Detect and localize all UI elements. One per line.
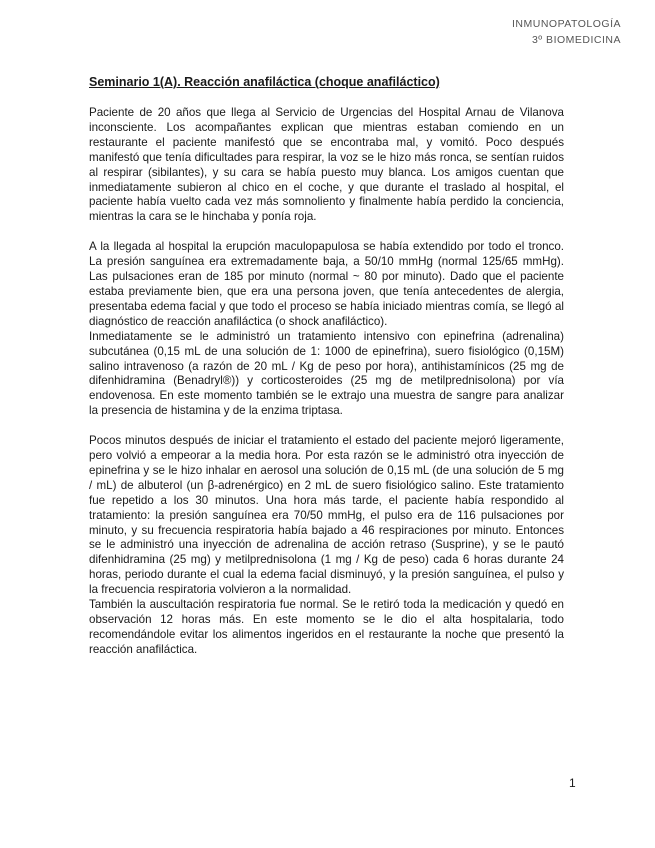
page-number: 1 <box>569 776 576 790</box>
paragraph-initial-treatment: Inmediatamente se le administró un tratamiento intensivo con epinefrina (adrenalina) subcutánea (0,15 mL de una solución de 1: 1000 de epinefrina), suero fisiológico (0,15M) salino intravenoso (a razón de 20 mL / Kg de peso por hora), antihistamínicos (25 mg de difenhidramina (Benadryl®)) y corticosteroides (25 mg de metilprednisolona) por vía endovenosa. En este momento también se le extrajo una muestra de sangre para analizar la presencia de histamina y de la enzima triptasa. <box>89 329 564 418</box>
paragraph-diagnosis: A la llegada al hospital la erupción maculopapulosa se había extendido por todo el tronco. La presión sanguínea era extremadamente baja, a 50/10 mmHg (normal 125/65 mmHg). Las pulsaciones eran de 185 por minuto (normal ~ 80 por minuto). Dado que el paciente estaba previamente bien, que era una persona joven, que tenía antecedentes de alergia, presentaba edema facial y que todo el proceso se había iniciado mientras comía, se llegó al diagnóstico de reacción anafiláctica (o shock anafiláctico). <box>89 240 564 328</box>
header-course: INMUNOPATOLOGÍA <box>511 18 621 30</box>
case-description <box>89 106 564 658</box>
header-degree: 3º BIOMEDICINA <box>531 34 621 46</box>
document-title: Seminario 1(A). Reacción anafiláctica (choque anafiláctico) <box>89 75 440 89</box>
paragraph-discharge: También la auscultación respiratoria fue normal. Se le retiró toda la medicación y quedó en observación 12 horas más. En este momento se le dio el alta hospitalaria, todo recomendándole evitar los alimentos ingeridos en el restaurante la noche que presentó la reacción anafiláctica. <box>89 598 564 656</box>
paragraph-evolution: Pocos minutos después de iniciar el tratamiento el estado del paciente mejoró ligeramente, pero volvió a empeorar a la media hora. Por esta razón se le administró otra inyección de epinefrina y se le hizo inhalar en aerosol una solución de 0,15 mL (de una solución de 5 mg / mL) de albuterol (un β-adrenérgico) en 2 mL de suero fisiológico salino. Este tratamiento fue repetido a los 30 minutos. Una hora más tarde, el paciente había respondido al tratamiento: la presión sanguínea era 70/50 mmHg, el pulso era de 116 pulsaciones por minuto, y su frecuencia respiratoria había bajado a 46 respiraciones por minuto. Entonces se le administró una inyección de adrenalina de acción retraso (Susprine), y se le pautó difenhidramina (25 mg) y metilprednisolona (1 mg / Kg de peso) cada 6 horas durante 24 horas, periodo durante el cual la edema facial disminuyó, y la presión sanguínea, el pulso y la frecuencia respiratoria volvieron a la normalidad. <box>89 434 564 597</box>
page-header <box>512 16 621 48</box>
paragraph-presentation: Paciente de 20 años que llega al Servicio de Urgencias del Hospital Arnau de Vilanova inconsciente. Los acompañantes explican que mientras estaban comiendo en un restaurante el paciente manifestó que se encontraba mal, y vomitó. Poco después manifestó que tenía dificultades para respirar, la voz se le hizo más ronca, se sentían ruidos al respirar (sibilantes), y su cara se había puesto muy blanca. Los amigos cuentan que inmediatamente subieron al chico en el coche, y que durante el traslado al hospital, el paciente había vuelto cada vez más somnoliento y finalmente había perdido la conciencia, mientras la cara se le hinchaba y ponía roja. <box>89 106 564 224</box>
